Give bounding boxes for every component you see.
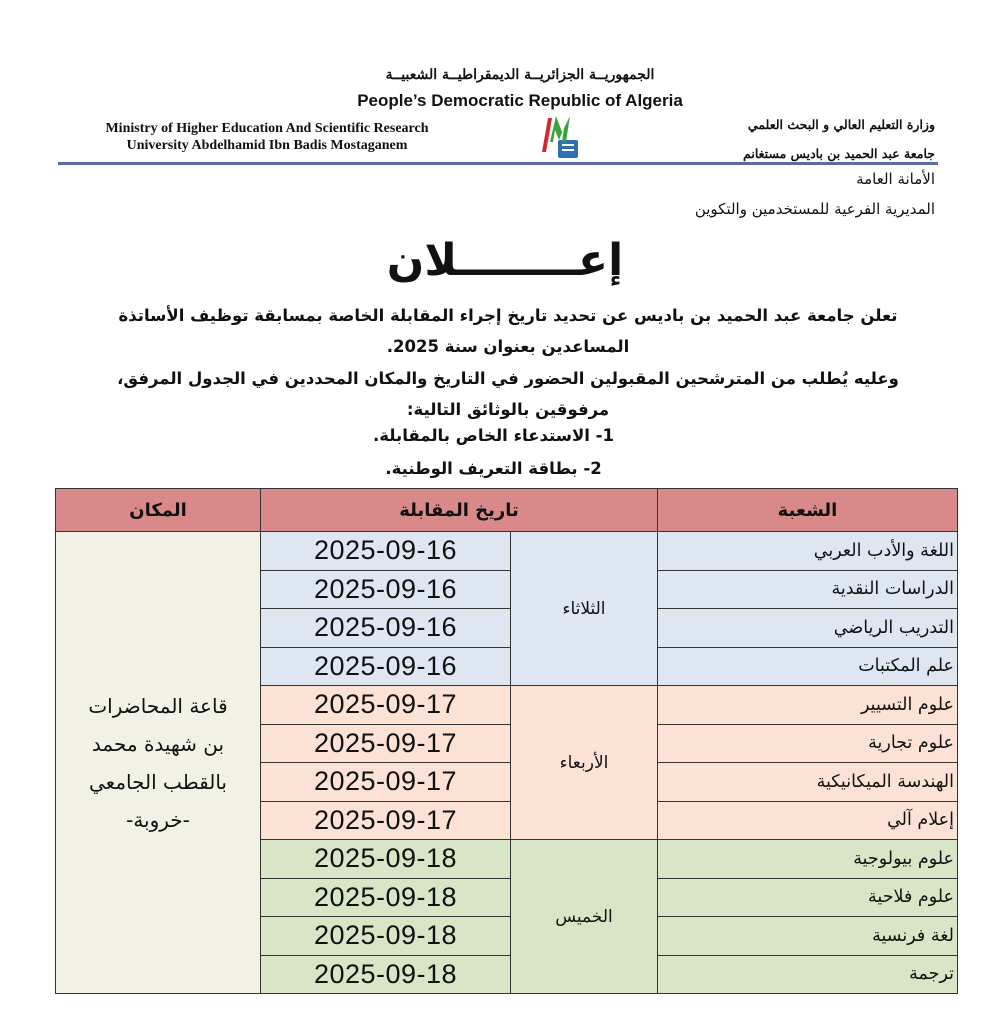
branch-name: ترجمة [658, 955, 958, 994]
republic-title-en: People’s Democratic Republic of Algeria [357, 91, 683, 110]
header-divider [58, 162, 938, 165]
branch-name: الدراسات النقدية [658, 570, 958, 609]
header-date: تاريخ المقابلة [261, 489, 658, 532]
interview-date: 2025-09-16 [261, 609, 511, 648]
required-document-2: 2- بطاقة التعريف الوطنية. [385, 459, 602, 478]
branch-name: لغة فرنسية [658, 917, 958, 956]
header-branch: الشعبة [658, 489, 958, 532]
ministry-university-ar [605, 110, 935, 168]
announcement-paragraph-2: وعليه يُطلب من المترشحين المقبولين الحضور في التاريخ والمكان المحددين في الجدول المرفق، مرفوقين بالوثائق التالية: [117, 369, 899, 419]
branch-name: علوم التسيير [658, 686, 958, 725]
university-logo [536, 112, 582, 160]
branch-name: علوم تجارية [658, 724, 958, 763]
announcement-title: إعــــــــلان [386, 235, 624, 286]
interview-date: 2025-09-17 [261, 686, 511, 725]
ministry-name-ar: وزارة التعليم العالي و البحث العلمي [747, 117, 935, 132]
branch-name: علم المكتبات [658, 647, 958, 686]
sub-directorate: المديرية الفرعية للمستخدمين والتكوين [694, 200, 935, 218]
branch-name: التدريب الرياضي [658, 609, 958, 648]
branch-name: اللغة والأدب العربي [658, 532, 958, 571]
interview-day: الخميس [511, 840, 658, 994]
interview-day: الأربعاء [511, 686, 658, 840]
header-place: المكان [56, 489, 261, 532]
interview-date: 2025-09-16 [261, 532, 511, 571]
interview-date: 2025-09-17 [261, 763, 511, 802]
interview-date: 2025-09-18 [261, 955, 511, 994]
announcement-paragraph-1: تعلن جامعة عبد الحميد بن باديس عن تحديد تاريخ إجراء المقابلة الخاصة بمسابقة توظيف الأساتذة المساعدين بعنوان سنة 2025. [118, 306, 898, 356]
table-header-row [56, 489, 958, 532]
interview-date: 2025-09-16 [261, 647, 511, 686]
university-name-ar: جامعة عبد الحميد بن باديس مستغانم [743, 146, 935, 161]
branch-name: الهندسة الميكانيكية [658, 763, 958, 802]
interview-date: 2025-09-18 [261, 917, 511, 956]
interview-date: 2025-09-18 [261, 878, 511, 917]
interview-date: 2025-09-18 [261, 840, 511, 879]
interview-schedule-table [55, 488, 958, 994]
interview-day: الثلاثاء [511, 532, 658, 686]
table-row [56, 532, 958, 571]
ministry-name-en: Ministry of Higher Education And Scientific Research [105, 121, 429, 136]
ministry-university-en [52, 120, 482, 154]
interview-location: قاعة المحاضرات بن شهيدة محمد بالقطب الجامعي -خروبة- [56, 532, 261, 994]
university-name-en: University Abdelhamid Ibn Badis Mostaganem [126, 138, 408, 153]
required-document-1: 1- الاستدعاء الخاص بالمقابلة. [373, 426, 614, 445]
branch-name: علوم فلاحية [658, 878, 958, 917]
general-secretariat: الأمانة العامة [856, 170, 935, 188]
interview-date: 2025-09-17 [261, 801, 511, 840]
republic-title-ar: الجمهوريــة الجزائريــة الديمقراطيــة الشعبيــة [385, 67, 655, 83]
interview-date: 2025-09-16 [261, 570, 511, 609]
interview-date: 2025-09-17 [261, 724, 511, 763]
branch-name: علوم بيولوجية [658, 840, 958, 879]
branch-name: إعلام آلي [658, 801, 958, 840]
